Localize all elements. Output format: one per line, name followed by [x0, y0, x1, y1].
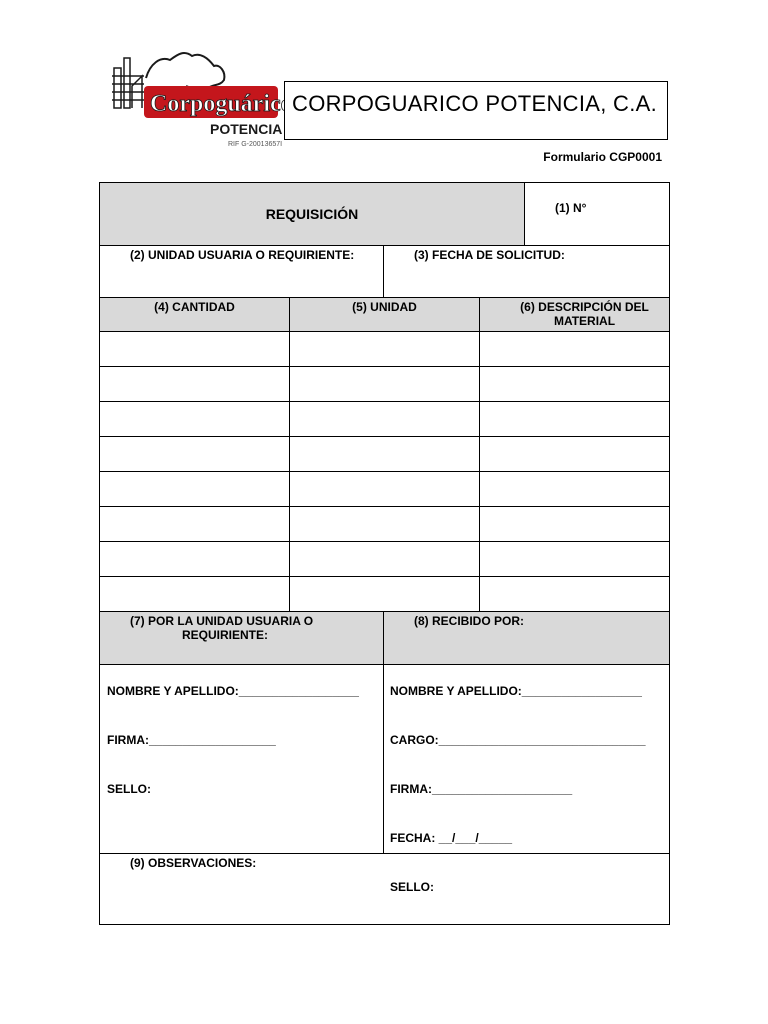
receiver-date-field[interactable]: FECHA: __/___/_____: [390, 831, 513, 845]
receiver-name-field[interactable]: NOMBRE Y APELLIDO:__________________: [390, 684, 642, 698]
description-cell[interactable]: [480, 472, 670, 507]
receiver-signature-block: [384, 665, 670, 894]
requester-seal-field[interactable]: SELLO:: [107, 782, 151, 796]
quantity-cell[interactable]: [100, 472, 290, 507]
description-cell[interactable]: [480, 367, 670, 402]
unit-header-label: (5) UNIDAD: [352, 300, 417, 314]
user-unit-field[interactable]: [100, 246, 384, 298]
company-name-box: [284, 81, 668, 140]
logo-wordmark: Corpoguárico: [150, 91, 284, 117]
unit-cell[interactable]: [290, 542, 480, 577]
quantity-cell[interactable]: [100, 437, 290, 472]
table-row: [100, 472, 670, 507]
requester-signature-block: [100, 665, 384, 854]
description-column-header: [480, 298, 670, 332]
quantity-cell[interactable]: [100, 577, 290, 612]
receiver-position-field[interactable]: CARGO:_______________________________: [390, 733, 646, 747]
logo-graphic: [108, 46, 284, 150]
table-row: [100, 542, 670, 577]
unit-cell[interactable]: [290, 577, 480, 612]
requisition-form: [99, 182, 670, 925]
quantity-column-header: [100, 298, 290, 332]
logo-subtext: POTENCIA: [210, 121, 283, 137]
received-by-header: [384, 612, 670, 665]
table-row: [100, 367, 670, 402]
description-cell[interactable]: [480, 332, 670, 367]
by-unit-header: [100, 612, 384, 665]
observations-label: (9) OBSERVACIONES:: [130, 856, 257, 870]
unit-cell[interactable]: [290, 402, 480, 437]
form-title: REQUISICIÓN: [100, 183, 525, 246]
receiver-signature-field[interactable]: FIRMA:_____________________: [390, 782, 573, 796]
receiver-seal-field[interactable]: SELLO:: [390, 880, 434, 894]
quantity-header-label: (4) CANTIDAD: [154, 300, 235, 314]
request-date-field[interactable]: [384, 246, 670, 298]
quantity-cell[interactable]: [100, 332, 290, 367]
table-row: [100, 437, 670, 472]
by-unit-label: (7) POR LA UNIDAD USUARIA O REQUIRIENTE:: [130, 614, 314, 642]
form-number-label: (1) N°: [555, 201, 587, 215]
table-row: [100, 577, 670, 612]
description-cell[interactable]: [480, 437, 670, 472]
logo-rif: RIF G-20013657I: [228, 141, 283, 148]
unit-cell[interactable]: [290, 472, 480, 507]
company-logo: [108, 46, 284, 150]
form-code: Formulario CGP0001: [543, 150, 662, 164]
company-name: CORPOGUARICO POTENCIA, C.A.: [292, 91, 658, 116]
form-number-cell[interactable]: [525, 183, 670, 246]
request-date-label: (3) FECHA DE SOLICITUD:: [414, 248, 565, 262]
description-header-label: (6) DESCRIPCIÓN DEL MATERIAL: [520, 300, 649, 328]
unit-column-header: [290, 298, 480, 332]
description-cell[interactable]: [480, 542, 670, 577]
description-cell[interactable]: [480, 402, 670, 437]
requester-signature-field[interactable]: FIRMA:___________________: [107, 733, 276, 747]
unit-cell[interactable]: [290, 437, 480, 472]
unit-cell[interactable]: [290, 367, 480, 402]
quantity-cell[interactable]: [100, 507, 290, 542]
requester-name-field[interactable]: NOMBRE Y APELLIDO:__________________: [107, 684, 359, 698]
quantity-cell[interactable]: [100, 367, 290, 402]
quantity-cell[interactable]: [100, 542, 290, 577]
user-unit-label: (2) UNIDAD USUARIA O REQUIRIENTE:: [130, 248, 355, 262]
table-row: [100, 507, 670, 542]
description-cell[interactable]: [480, 507, 670, 542]
unit-cell[interactable]: [290, 507, 480, 542]
received-by-label: (8) RECIBIDO POR:: [414, 614, 525, 628]
unit-cell[interactable]: [290, 332, 480, 367]
quantity-cell[interactable]: [100, 402, 290, 437]
table-row: [100, 402, 670, 437]
table-row: [100, 332, 670, 367]
description-cell[interactable]: [480, 577, 670, 612]
